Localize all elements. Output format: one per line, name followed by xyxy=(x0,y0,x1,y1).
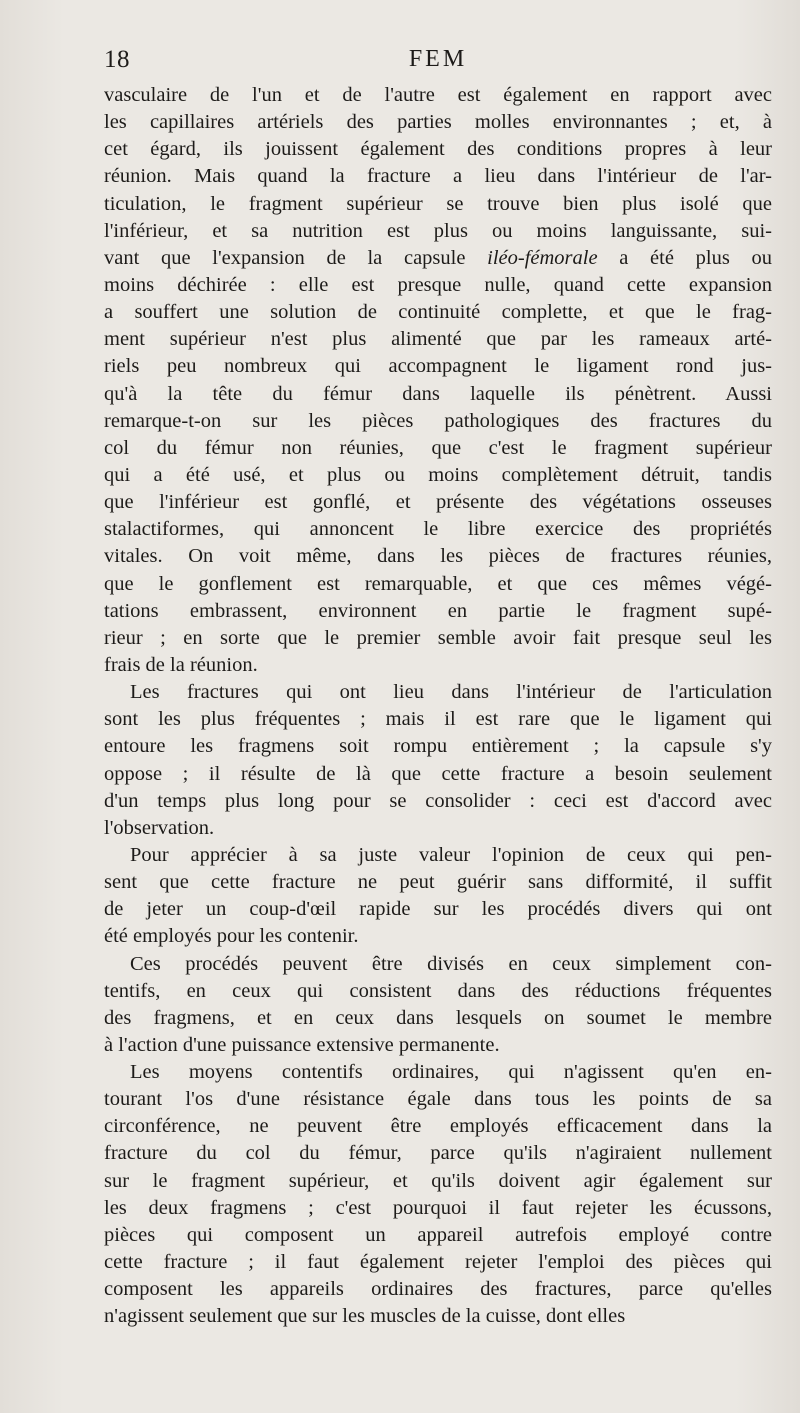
text-line: sur le fragment supérieur, et qu'ils doivent agir également sur xyxy=(104,1169,772,1192)
text-line: tourant l'os d'une résistance égale dans tous les points de sa xyxy=(104,1088,772,1111)
paragraph xyxy=(104,679,772,842)
running-head xyxy=(104,46,772,80)
text-line: a souffert une solution de continuité complette, et que le frag- xyxy=(104,301,772,324)
text-line: que l'inférieur est gonflé, et présente des végétations osseuses xyxy=(104,491,772,514)
text-line: entoure les fragmens soit rompu entièrement ; la capsule s'y xyxy=(104,735,772,758)
text-line: n'agissent seulement que sur les muscles de la cuisse, dont elles xyxy=(104,1305,626,1328)
text-line: pièces qui composent un appareil autrefois employé contre xyxy=(104,1223,772,1246)
text-line: ment supérieur n'est plus alimenté que par les rameaux arté- xyxy=(104,328,772,351)
text-line: tations embrassent, environnent en partie le fragment supé- xyxy=(104,599,772,622)
body-text xyxy=(104,82,772,1330)
text-line: fracture du col du fémur, parce qu'ils n'agiraient nullement xyxy=(104,1142,772,1165)
text-line: qu'à la tête du fémur dans laquelle ils pénètrent. Aussi xyxy=(104,382,772,405)
text-line: Les moyens contentifs ordinaires, qui n'agissent qu'en en- xyxy=(130,1061,772,1084)
paragraph xyxy=(104,82,772,679)
text-line: oppose ; il résulte de là que cette fracture a besoin seulement xyxy=(104,762,772,785)
text-line: qui a été usé, et plus ou moins complètement détruit, tandis xyxy=(104,463,772,486)
text-line: été employés pour les contenir. xyxy=(104,925,359,948)
text-line: cette fracture ; il faut également rejeter l'emploi des pièces qui xyxy=(104,1251,772,1274)
text-line: de jeter un coup-d'œil rapide sur les procédés divers qui ont xyxy=(104,898,772,921)
page-number: 18 xyxy=(104,46,130,73)
text-line: des fragmens, et en ceux dans lesquels on soumet le membre xyxy=(104,1006,772,1029)
text-line: vant que l'expansion de la capsule iléo-fémorale a été plus ou xyxy=(104,246,772,269)
text-line: tentifs, en ceux qui consistent dans des réductions fréquentes xyxy=(104,979,772,1002)
text-line: riels peu nombreux qui accompagnent le ligament rond jus- xyxy=(104,355,772,378)
text-line: stalactiformes, qui annoncent le libre exercice des propriétés xyxy=(104,518,772,541)
text-line: ticulation, le fragment supérieur se trouve bien plus isolé que xyxy=(104,192,772,215)
paragraph xyxy=(104,1059,772,1330)
text-line: les capillaires artériels des parties molles environnantes ; et, à xyxy=(104,111,772,134)
text-line: à l'action d'une puissance extensive permanente. xyxy=(104,1033,500,1056)
text-line: Ces procédés peuvent être divisés en ceux simplement con- xyxy=(130,952,772,975)
text-line: remarque-t-on sur les pièces pathologiques des fractures du xyxy=(104,409,772,432)
text-line: col du fémur non réunies, que c'est le fragment supérieur xyxy=(104,436,772,459)
paragraph xyxy=(104,951,772,1060)
italic-term: iléo-fémorale xyxy=(487,246,598,269)
text-line: d'un temps plus long pour se consolider : ceci est d'accord avec xyxy=(104,789,772,812)
text-line: que le gonflement est remarquable, et que ces mêmes végé- xyxy=(104,572,772,595)
text-line: Les fractures qui ont lieu dans l'intérieur de l'articulation xyxy=(130,681,772,704)
text-line: moins déchirée : elle est presque nulle, quand cette expansion xyxy=(104,273,772,296)
section-heading: FEM xyxy=(408,46,468,72)
paragraph xyxy=(104,842,772,951)
text-line: réunion. Mais quand la fracture a lieu dans l'intérieur de l'ar- xyxy=(104,165,772,188)
text-line: sont les plus fréquentes ; mais il est rare que le ligament qui xyxy=(104,708,772,731)
text-line: l'inférieur, et sa nutrition est plus ou moins languissante, sui- xyxy=(104,219,772,242)
text-line: vitales. On voit même, dans les pièces de fractures réunies, xyxy=(104,545,772,568)
text-line: les deux fragmens ; c'est pourquoi il faut rejeter les écussons, xyxy=(104,1196,772,1219)
text-line: composent les appareils ordinaires des fractures, parce qu'elles xyxy=(104,1278,772,1301)
text-line: cet égard, ils jouissent également des conditions propres à leur xyxy=(104,138,772,161)
text-line: vasculaire de l'un et de l'autre est également en rapport avec xyxy=(104,84,772,106)
text-line: Pour apprécier à sa juste valeur l'opinion de ceux qui pen- xyxy=(130,843,772,866)
text-line: sent que cette fracture ne peut guérir sans difformité, il suffit xyxy=(104,871,772,894)
text-line: l'observation. xyxy=(104,816,215,839)
text-line: circonférence, ne peuvent être employés efficacement dans la xyxy=(104,1115,772,1138)
text-line: rieur ; en sorte que le premier semble avoir fait presque seul les xyxy=(104,626,772,649)
text-line: frais de la réunion. xyxy=(104,653,258,676)
